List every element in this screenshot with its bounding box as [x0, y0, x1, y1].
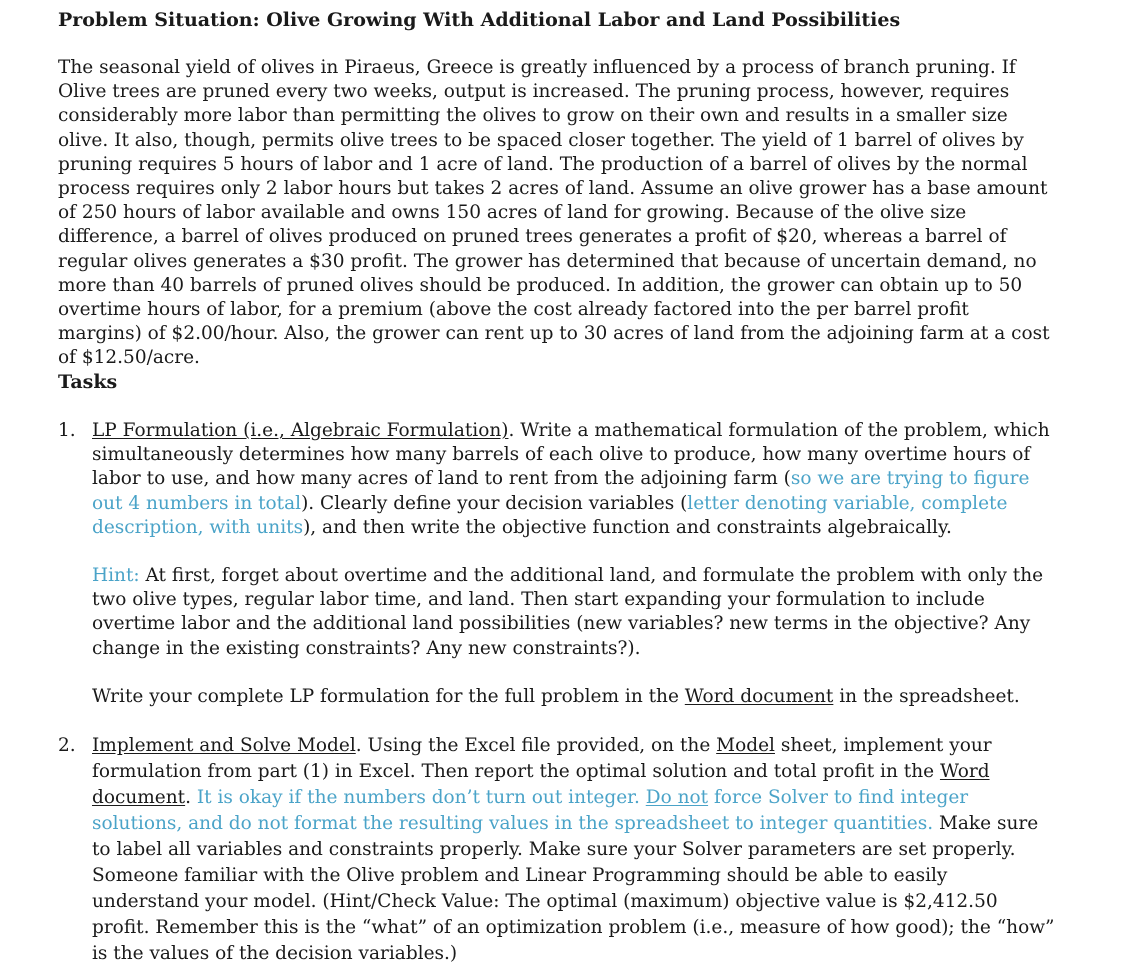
write-post: in the spreadsheet. — [833, 686, 1020, 707]
task-1-text-b: ). Clearly define your decision variables ( — [301, 492, 688, 514]
write-pre: Write your complete LP formulation for the full problem in the — [92, 686, 685, 707]
task-1-blue-a: so we are trying to figure out 4 numbers in total — [92, 468, 1030, 514]
word-document-link[interactable]: Word document — [684, 686, 834, 707]
tasks-heading: Tasks — [58, 371, 118, 393]
task-2-do-not: Do not — [645, 787, 709, 808]
task-2-body — [92, 733, 1058, 967]
task-2-text-a: . Using the Excel file provided, on the — [355, 735, 717, 756]
task-2-text-d: Make sure to label all variables and constraints properly. Make sure your Solver parameters are set properly. Someone familiar with the Olive problem and Linear Programming should be able to easily understand your model. (Hint/Check Value: The optimal (maximum) objective value is $2,412.50 profit. Remember this is the “what” of an optimization problem (i.e., measure of how good); the “how” is the values of the decision variables.) — [92, 813, 1055, 964]
hint-label: Hint: — [92, 565, 140, 586]
task-2-heading: Implement and Solve Model — [92, 735, 356, 756]
task-1-text-a: . Write a mathematical formulation of the problem, which simultaneously determines how many barrels of each olive to produce, how many overtime hours of labor to use, and how many acres of land to rent from the adjoining farm ( — [92, 420, 1050, 490]
task-2-blue-a: It is okay if the numbers don’t turn out integer. — [196, 787, 646, 808]
task-1-heading: LP Formulation (i.e., Algebraic Formulation) — [92, 420, 509, 441]
task-1-write-instruction — [92, 685, 1058, 709]
task-1-hint — [92, 564, 1058, 661]
task-1 — [58, 419, 1058, 540]
hint-text: At first, forget about overtime and the additional land, and formulate the problem with only the two olive types, regular labor time, and land. Then start expanding your formulation to include overtime labor and the additional land possibilities (new variables? new terms in the objective? Any change in the existing constraints? Any new constraints?). — [92, 565, 1044, 659]
task-1-body — [92, 419, 1058, 540]
task-2 — [58, 733, 1058, 967]
model-sheet-link[interactable]: Model — [716, 735, 775, 756]
task-2-text-b: sheet, implement your formulation from part (1) in Excel. Then report the optimal solution and total profit in the — [92, 735, 992, 782]
page-title: Problem Situation: Olive Growing With Additional Labor and Land Possibilities — [58, 9, 901, 31]
intro-paragraph: The seasonal yield of olives in Piraeus, Greece is greatly influenced by a process of branch pruning. If Olive trees are pruned every two weeks, output is increased. The pruning process, however, requires considerably more labor than permitting the olives to grow on their own and results in a smaller size olive. It also, though, permits olive trees to be spaced closer together. The yield of 1 barrel of olives by pruning requires 5 hours of labor and 1 acre of land. The production of a barrel of olives by the normal process requires only 2 labor hours but takes 2 acres of land. Assume an olive grower has a base amount of 250 hours of labor available and owns 150 acres of land for growing. Because of the olive size difference, a barrel of olives produced on pruned trees generates a profit of $20, whereas a barrel of regular olives generates a $30 profit. The grower has determined that because of uncertain demand, no more than 40 barrels of pruned olives should be produced. In addition, the grower can obtain up to 50 overtime hours of labor, for a premium (above the cost already factored into the per barrel profit margins) of $2.00/hour. Also, the grower can rent up to 30 acres of land from the adjoining farm at a cost of $12.50/acre. — [58, 57, 1050, 369]
task-1-text-c: ), and then write the objective function and constraints algebraically. — [303, 516, 952, 538]
task-2-number: 2. — [58, 735, 76, 756]
task-1-number: 1. — [58, 420, 76, 441]
task-2-blue-b: force Solver to find integer solutions, and do not format the resulting values in the spreadsheet to integer quantities. — [92, 787, 969, 834]
task-1-blue-b: letter denoting variable, complete description, with units — [92, 492, 1008, 538]
word-document-link-2[interactable]: Word document — [92, 761, 990, 808]
task-2-text-c: . — [185, 787, 197, 808]
